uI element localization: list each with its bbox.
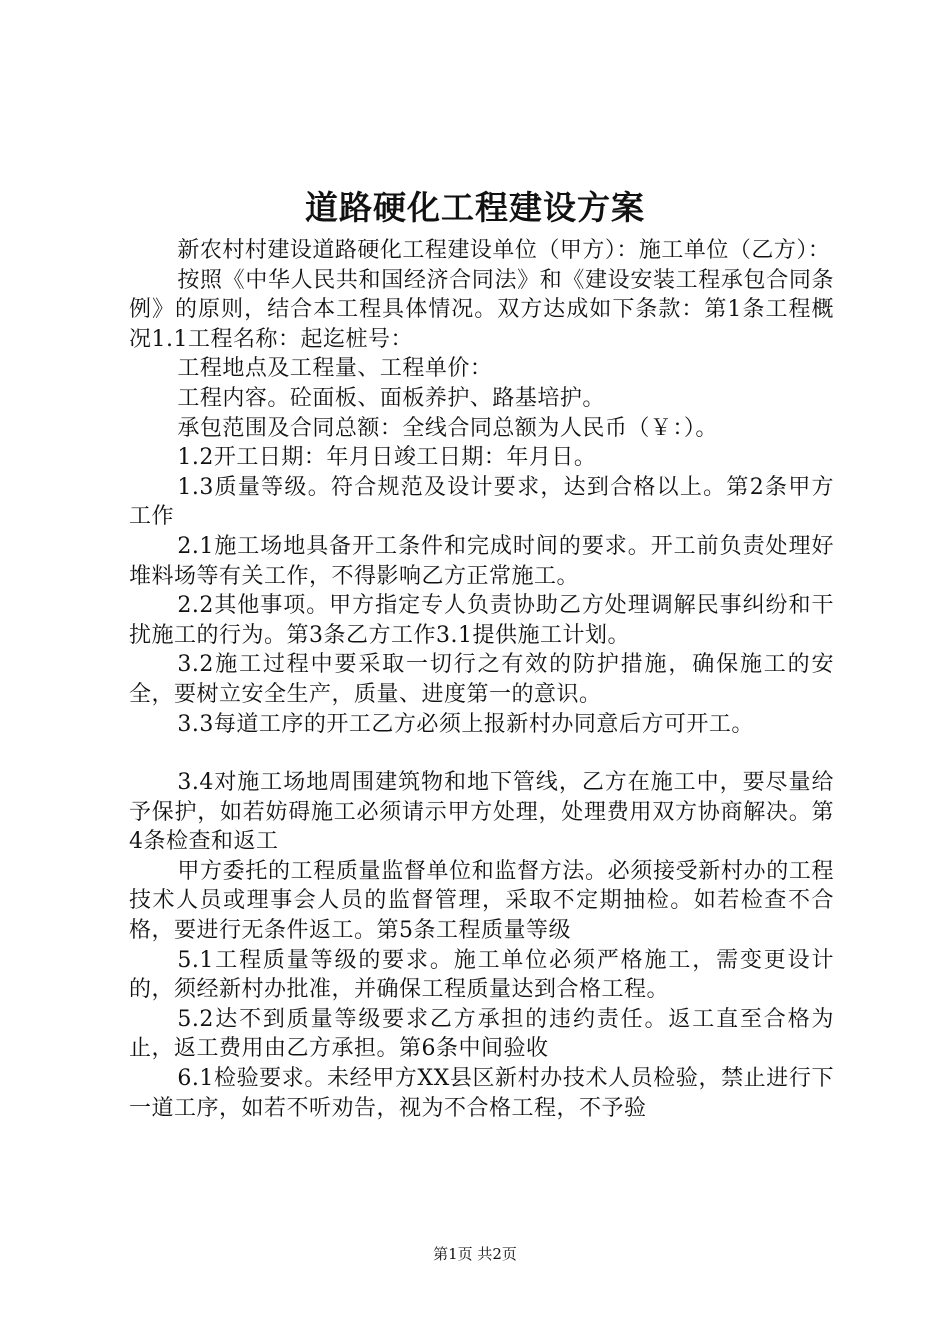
document-title: 道路硬化工程建设方案 [305,188,645,227]
paragraph-location: 工程地点及工程量、工程单价： [177,356,493,382]
paragraph-6-1: 6.1检验要求。未经甲方XX县区新村办技术人员检验，禁止进行下一道工序，如若不听劝告，视为不合格工程，不予验 [129,1066,834,1121]
paragraph-2-2: 2.2其他事项。甲方指定专人负责协助乙方处理调解民事纠纷和干扰施工的行为。第3条乙方工作3.1提供施工计划。 [129,593,834,648]
page-footer: 第1页 共2页 [433,1245,517,1263]
paragraph-scope: 承包范围及合同总额：全线合同总额为人民币（￥：）。 [177,415,718,441]
paragraph-quality-grade: 1.3质量等级。符合规范及设计要求，达到合格以上。第2条甲方工作 [129,474,834,530]
paragraph-content: 工程内容。砼面板、面板养护、路基培护。 [177,385,605,411]
paragraph-dates: 1.2开工日期：年月日竣工日期：年月日。 [177,445,597,471]
paragraph-2-1: 2.1施工场地具备开工条件和完成时间的要求。开工前负责处理好堆料场等有关工作，不得影响乙方正常施工。 [129,533,834,589]
paragraph-5-1: 5.1工程质量等级的要求。施工单位必须严格施工，需变更设计的，须经新村办批准，并确保工程质量达到合格工程。 [129,947,834,1003]
paragraph-3-2: 3.2施工过程中要采取一切行之有效的防护措施，确保施工的安全，要树立安全生产，质量、进度第一的意识。 [129,652,834,707]
paragraph-5-2: 5.2达不到质量等级要求乙方承担的违约责任。返工直至合格为止，返工费用由乙方承担。第6条中间验收 [129,1006,834,1062]
paragraph-parties: 新农村村建设道路硬化工程建设单位（甲方）：施工单位（乙方）： [177,238,831,263]
paragraph-3-4: 3.4对施工场地周围建筑物和地下管线，乙方在施工中，要尽量给予保护，如若妨碍施工必须请示甲方处理，处理费用双方协商解决。第4条检查和返工 [129,770,834,855]
document-body [129,236,834,1123]
paragraph-supervision: 甲方委托的工程质量监督单位和监督方法。必须接受新村办的工程技术人员或理事会人员的监督管理，采取不定期抽检。如若检查不合格，要进行无条件返工。第5条工程质量等级 [129,858,834,944]
paragraph-3-3: 3.3每道工序的开工乙方必须上报新村办同意后方可开工。 [177,711,754,737]
paragraph-preamble: 按照《中华人民共和国经济合同法》和《建设安装工程承包合同条例》的原则，结合本工程具体情况。双方达成如下条款：第1条工程概况1.1工程名称：起迄桩号： [129,267,834,352]
